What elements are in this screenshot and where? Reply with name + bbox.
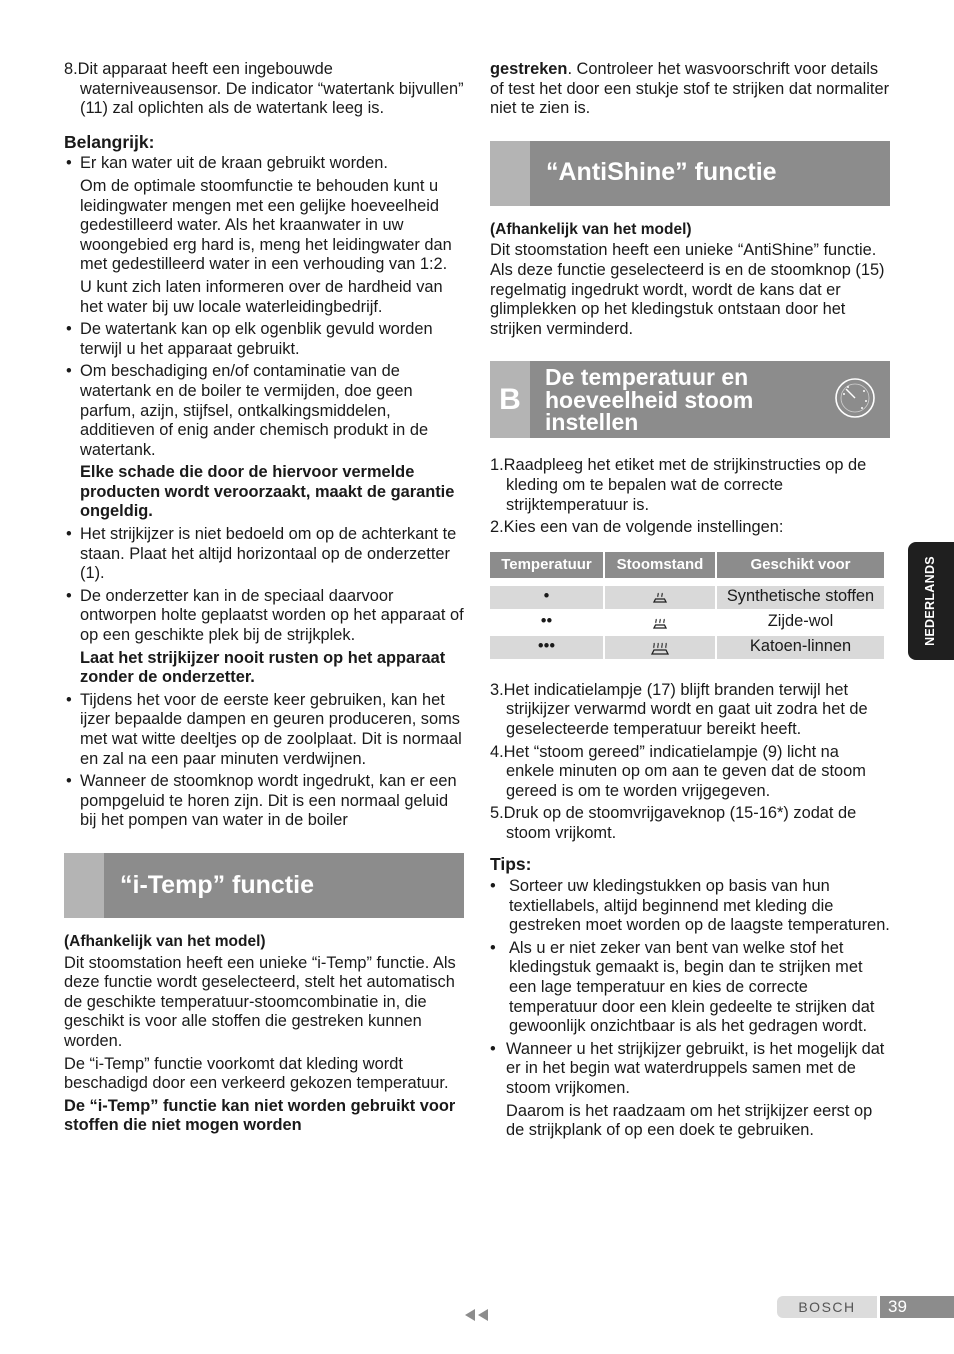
important-list-2 [64,320,464,460]
paragraph [490,60,890,119]
table-row [490,611,884,634]
tips-list [490,877,890,1099]
steam-level-icon [605,586,715,609]
fabric-label: Zijde-wol [767,612,834,631]
header-temperatuur: Temperatuur [490,552,603,578]
list-item: • Om beschadiging en/of contaminatie van de watertank en de boiler te vermijden, doe geen parfum, azijn, stijfsel, ontkalkingsmiddelen, additieven of enig ander chemisch produkt in de watertank. [64,362,464,460]
list-item: • Wanneer de stoomknop wordt ingedrukt, kan er een pompgeluid te horen zijn. Dit is een normaal geluid bij het pompen van water in de boiler [64,772,464,831]
itemp-banner [64,853,464,918]
table-row [490,636,884,659]
list-item: • Sorteer uw kledingstukken op basis van hun textiellabels, altijd beginnend met kleding die gestreken moet worden op de laagste temperaturen. [490,877,890,936]
item-8: 8.Dit apparaat heeft een ingebouwde waterniveausensor. De indicator “watertank bijvullen” (11) zal oplichten als de watertank leeg is. [64,60,464,118]
itemp-title: “i-Temp” functie [120,870,314,899]
list-item: • Er kan water uit de kraan gebruikt worden. [64,154,464,174]
temp-dots: •• [540,612,553,631]
antishine-banner [490,141,890,206]
right-column [490,60,890,1141]
language-label: NEDERLANDS [923,556,938,646]
table-row [490,586,884,609]
list-item: • Wanneer u het strijkijzer gebruikt, is het mogelijk dat er in het begin wat waterdruppels samen met de stoom vrijkomen. [490,1040,890,1099]
step-2: 2.Kies een van de volgende instellingen: [490,518,784,537]
banner-tab [64,853,104,918]
settings-table [488,550,886,661]
banner-tab [490,141,530,206]
fabric-label: Katoen-linnen [717,636,884,659]
step-1: 1.Raadpleeg het etiket met de strijkinstructies op de kleding om te bepalen wat de correcte strijktemperatuur is. [490,456,867,514]
temp-dots: ••• [490,636,603,659]
step-3: 3.Het indicatielampje (17) blijft branden terwijl het strijkijzer verwarmd wordt en gaat uit zodra het de geselecteerde temperatuur bereikt heeft. [490,680,868,738]
table-header-row [490,552,884,578]
paragraph: Dit stoomstation heeft een unieke “AntiShine” functie. Als deze functie geselecteerd is en de stoomknop (15) regelmatig ingedrukt wordt, wordt de kans dat er glimplekken op het kledingstuk ontstaan door het strijken verminderd. [490,241,885,338]
temp-dots: • [490,586,603,609]
paragraph: De “i-Temp” functie voorkomt dat kleding wordt beschadigd door een verkeerd gekozen temperatuur. [64,1054,449,1093]
header-geschikt-voor: Geschikt voor [717,552,884,578]
paragraph: Daarom is het raadzaam om het strijkijzer eerst op de strijkplank of op een doek te gebruiken. [506,1101,873,1140]
page-number: 39 [880,1296,954,1318]
section-b-banner [490,361,890,438]
list-item: • De onderzetter kan in de speciaal daarvoor ontworpen holte geplaatst worden op het apparaat of op een geschikte plek bij de strijkplek. [64,587,464,646]
text-span: . Controleer het wasvoorschrift voor details of test het door een stukje stof te strijken dat normaliter niet te zien is. [490,60,890,118]
tips-heading: Tips: [490,854,532,875]
fabric-label: Synthetische stoffen [717,586,884,609]
header-stoomstand: Stoomstand [605,552,715,578]
antishine-title: “AntiShine” functie [546,158,777,187]
section-letter: B [490,361,530,438]
antishine-model-note: (Afhankelijk van het model) [490,220,692,238]
temperature-dial-icon [834,377,876,419]
footer-brand: BOSCH [777,1296,877,1318]
list-item: • Het strijkijzer is niet bedoeld om op de achterkant te staan. Plaat het altijd horizontaal op de onderzetter (1). [64,525,464,584]
steam-level-icon [605,611,715,634]
warning-text: De “i-Temp” functie kan niet worden gebruikt voor stoffen die niet mogen worden [64,1096,456,1135]
section-b-title: De temperatuur en hoeveelheid stoom instellen [545,364,754,436]
list-item: • Als u er niet zeker van bent van welke stof het kledingstuk gemaakt is, begin dan te strijken met een lage temperatuur en kies de correcte temperatuur door een klein gedeelte te strijken dat gewoonlijk onzichtbaar is als het gedragen wordt. [490,939,890,1037]
warning-text: Elke schade die door de hiervoor vermelde producten wordt veroorzaakt, maakt de garantie ongeldig. [80,463,455,521]
paragraph: U kunt zich laten informeren over de hardheid van het water bij uw locale waterleidingbedrijf. [80,277,443,316]
left-column [64,60,464,1136]
paragraph: Om de optimale stoomfunctie te behouden kunt u leidingwater mengen met een gelijke hoeveelheid gedestilleerd water. Als het kraanwater in uw woongebied erg hard is, meng het leidingwater dan met gedestilleerd water in een verhouding van 1:2. [80,176,452,274]
important-list-3 [64,525,464,646]
important-list-4 [64,691,464,831]
important-list [64,154,464,174]
bold-word: gestreken [490,60,568,78]
warning-text: Laat het strijkijzer nooit rusten op het apparaat zonder de onderzetter. [80,648,446,687]
steam-level-icon [605,636,715,659]
itemp-model-note: (Afhankelijk van het model) [64,932,266,950]
list-item: • De watertank kan op elk ogenblik gevuld worden terwijl u het apparaat gebruikt. [64,320,464,359]
step-5: 5.Druk op de stoomvrijgaveknop (15-16*) zodat de stoom vrijkomt. [490,804,857,842]
list-item: • Tijdens het voor de eerste keer gebruiken, kan het ijzer bepaalde dampen en geuren produceren, soms met wat witte deeltjes op de zoolplaat. Dit is normaal en zal na een paar minuten verdwijnen. [64,691,464,769]
language-tab [908,542,954,660]
previous-page-icon[interactable] [463,1307,493,1323]
paragraph: Dit stoomstation heeft een unieke “i-Temp” functie. Als deze functie wordt geselecteerd, stelt het automatisch de geschikte temperatuur-stoomcombinatie in, die geschikt is voor alle stoffen die gestreken kunnen worden. [64,953,456,1050]
important-heading: Belangrijk: [64,131,155,152]
step-4: 4.Het “stoom gereed” indicatielampje (9) licht na enkele minuten op om aan te geven dat de stoom gereed is om te worden vrijgegeven. [490,742,866,800]
